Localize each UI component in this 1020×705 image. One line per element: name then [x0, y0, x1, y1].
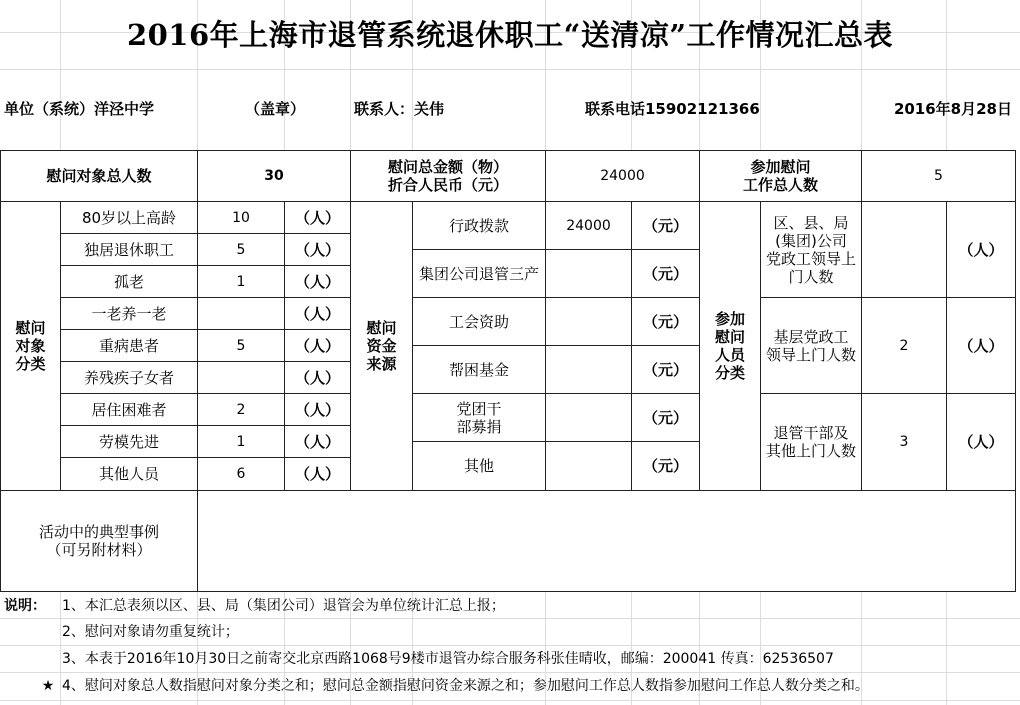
fund-label: 党团干 部募捐 — [456, 399, 502, 436]
category-value — [198, 362, 284, 393]
fund-label: 工会资助 — [448, 312, 509, 331]
workers-value: 5 — [934, 168, 943, 184]
fund-value — [546, 346, 631, 393]
staff-unit: （人） — [958, 433, 1004, 451]
staff-unit: （人） — [958, 336, 1004, 355]
category-value: 1 — [236, 273, 246, 290]
total-people-value: 30 — [264, 168, 284, 184]
staff-value: 2 — [899, 337, 909, 354]
category-label: 孤老 — [113, 272, 144, 291]
category-value: 5 — [236, 337, 246, 354]
category-group-label: 慰问 对象 分类 — [15, 319, 46, 373]
category-label: 养残疾子女者 — [83, 368, 174, 387]
fund-unit: （元） — [642, 457, 688, 475]
note-line: 1、本汇总表须以区、县、局（集团公司）退管会为单位统计汇总上报； — [62, 598, 505, 614]
category-label: 独居退休职工 — [83, 240, 174, 259]
fund-label: 集团公司退管三产 — [418, 264, 539, 283]
staff-label: 区、县、局 (集团)公司 党政工领导上 门人数 — [765, 213, 856, 286]
fund-value — [546, 442, 631, 490]
category-unit: （人） — [294, 432, 340, 451]
fund-unit: （元） — [642, 360, 688, 379]
note-line: 4、慰问对象总人数指慰问对象分类之和；慰问总金额指慰问资金来源之和；参加慰问工作总人数指参加慰问工作总人数分类之和。 — [62, 678, 869, 694]
category-value: 1 — [236, 433, 246, 450]
page-title: 2016年上海市退管系统退休职工“送清凉”工作情况汇总表 — [126, 18, 894, 52]
category-unit: （人） — [294, 368, 340, 387]
category-value — [198, 298, 284, 329]
category-unit: （人） — [294, 208, 340, 227]
workers-label: 参加慰问 工作总人数 — [742, 158, 818, 194]
fund-label: 帮困基金 — [448, 360, 509, 379]
category-label: 80岁以上高龄 — [81, 208, 177, 227]
events-content[interactable] — [198, 491, 1015, 591]
category-unit: （人） — [294, 272, 340, 291]
staff-value: 3 — [899, 434, 909, 450]
note-line: 3、本表于2016年10月30日之前寄交北京西路1068号9楼市退管办综合服务科张佳晴收，邮编：200041 传真：62536507 — [62, 651, 834, 667]
contact-phone: 联系电话15902121366 — [585, 100, 760, 118]
category-value: 2 — [236, 401, 246, 418]
events-label: 活动中的典型事例 （可另附材料） — [38, 523, 159, 559]
category-label: 其他人员 — [98, 465, 159, 483]
fund-value — [546, 250, 631, 297]
category-value: 5 — [236, 241, 246, 258]
category-label: 重病患者 — [98, 336, 159, 355]
staff-group-label: 参加 慰问 人员 分类 — [714, 310, 745, 382]
category-unit: （人） — [294, 240, 340, 259]
note-line: 2、慰问对象请勿重复统计； — [62, 624, 239, 640]
total-people-label: 慰问对象总人数 — [46, 167, 152, 185]
category-unit: （人） — [294, 400, 340, 419]
funds-group-label: 慰问 资金 来源 — [366, 319, 397, 373]
category-unit: （人） — [294, 465, 340, 483]
staff-label: 退管干部及 其他上门人数 — [765, 424, 856, 460]
category-unit: （人） — [294, 336, 340, 355]
fund-unit: （元） — [642, 408, 688, 427]
unit-name: 单位（系统）洋泾中学 — [4, 100, 155, 118]
staff-label: 基层党政工 领导上门人数 — [765, 327, 856, 364]
fund-unit: （元） — [642, 312, 688, 331]
fund-value — [546, 394, 631, 441]
fund-label: 行政拨款 — [448, 216, 509, 235]
fund-label: 其他 — [463, 457, 494, 475]
category-unit: （人） — [294, 304, 340, 323]
total-amount-label: 慰问总金额（物） 折合人民币（元） — [387, 158, 508, 194]
total-amount-value: 24000 — [600, 168, 645, 184]
star-icon: ★ — [41, 678, 55, 694]
category-label: 居住困难者 — [91, 400, 167, 419]
category-label: 一老养一老 — [91, 304, 167, 323]
contact-person: 联系人：关伟 — [354, 100, 445, 118]
seal-text: （盖章） — [244, 100, 305, 118]
fund-value — [546, 298, 631, 345]
category-value: 10 — [232, 209, 250, 226]
category-label: 劳模先进 — [98, 432, 159, 451]
fund-unit: （元） — [642, 216, 688, 235]
category-value: 6 — [236, 466, 246, 482]
fund-unit: （元） — [642, 264, 688, 283]
notes-heading: 说明： — [4, 598, 46, 614]
report-date: 2016年8月28日 — [893, 100, 1012, 118]
staff-unit: （人） — [958, 240, 1004, 259]
staff-value — [862, 202, 946, 297]
fund-value: 24000 — [566, 217, 611, 234]
